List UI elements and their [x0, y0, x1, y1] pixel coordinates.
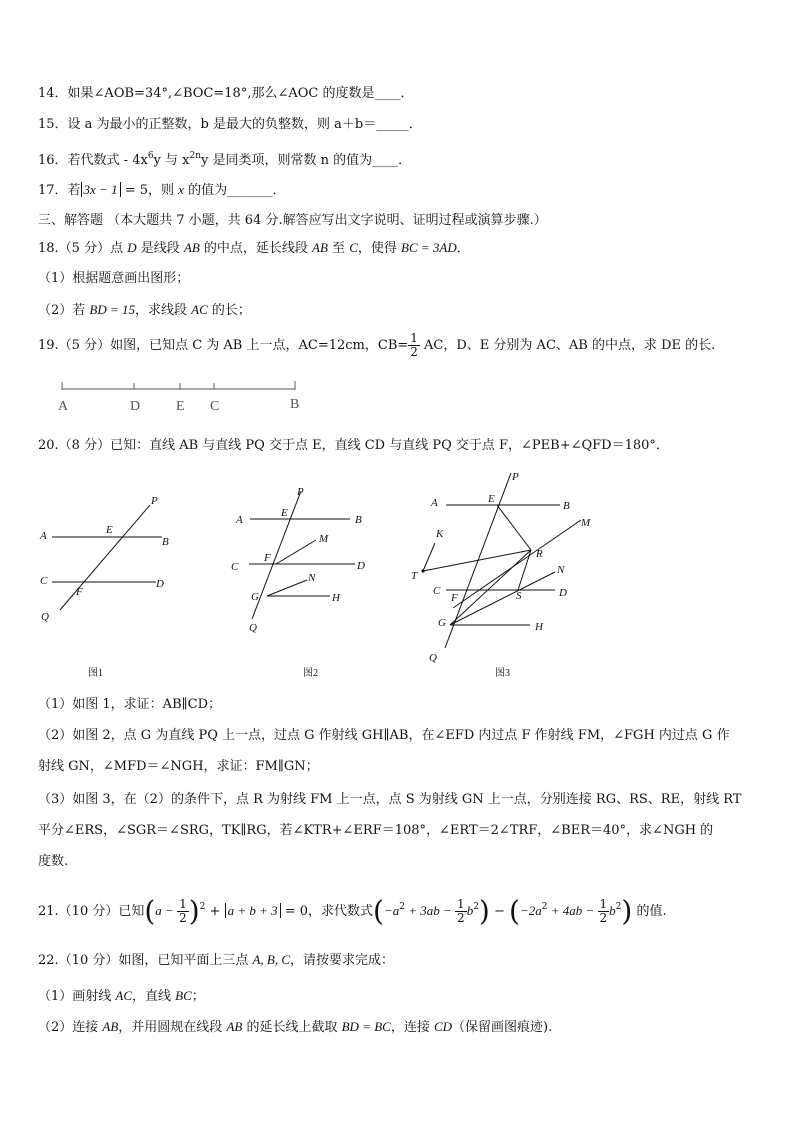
svg-text:F: F	[451, 592, 458, 604]
figure-2-caption: 图2	[303, 668, 318, 679]
svg-text:S: S	[516, 590, 522, 602]
question-18-part-2: （2）若 BD = 15，求线段 AC 的长；	[38, 302, 251, 318]
svg-text:D: D	[357, 560, 365, 572]
svg-text:B: B	[162, 536, 169, 548]
question-22-part-2: （2）连接 AB，并用圆规在线段 AB 的延长线上截取 BD = BC，连接 CD（保留画图痕迹).	[38, 1019, 553, 1035]
question-20-part-3c: 度数.	[38, 854, 69, 869]
svg-text:K: K	[436, 528, 444, 540]
q19-label-e: E	[176, 399, 185, 414]
svg-text:D: D	[156, 578, 164, 590]
question-17: 17．若 3x − 1 = 5，则 x 的值为_______．	[38, 182, 286, 198]
q19-segment-figure	[50, 375, 320, 415]
q19-label-a: A	[58, 399, 69, 414]
svg-text:F: F	[264, 552, 271, 564]
svg-text:N: N	[557, 564, 565, 576]
question-15: 15．设 a 为最小的正整数，b 是最大的负整数，则 a＋b＝_____．	[38, 117, 422, 132]
svg-text:P: P	[512, 471, 519, 483]
svg-text:B: B	[563, 500, 570, 512]
svg-text:Q: Q	[429, 652, 437, 664]
fraction-one-half: $\frac{1}{2}$	[410, 331, 418, 359]
svg-text:M: M	[319, 533, 329, 545]
svg-text:A: A	[236, 514, 243, 526]
question-20-part-3b: 平分∠ERS，∠SGR＝∠SRG，TK∥RG，若∠KTR+∠ERF＝108°，∠ERT＝2∠TRF，∠BER＝40°，求∠NGH 的	[38, 823, 714, 838]
question-18-part-1: （1）根据题意画出图形；	[38, 271, 190, 286]
q19-label-d: D	[130, 399, 141, 414]
question-21: 21.（10 分）已知(a − $\frac{1}{2}$ )$^2$ + a + b + 3 = 0，求代数式($-a^2 + 3ab$ − $\frac{1}{2}$ $b^2) - (-2a^2 + 4ab$ − $\frac{1}{2}$ $b^2$) 的值.	[38, 894, 667, 928]
section-3-heading: 三、解答题 （本大题共 7 小题，共 64 分.解答应写出文字说明、证明过程或演算步骤.）	[38, 213, 547, 228]
figure-3-caption: 图3	[495, 668, 510, 679]
svg-text:C: C	[231, 561, 239, 573]
q19-label-c: C	[210, 399, 220, 414]
svg-text:C: C	[433, 585, 441, 597]
svg-text:N: N	[308, 572, 316, 584]
svg-text:A: A	[40, 530, 47, 542]
svg-text:R: R	[536, 548, 543, 560]
q19-label-b: B	[290, 397, 300, 412]
svg-text:Q: Q	[41, 611, 49, 623]
svg-text:Q: Q	[249, 622, 257, 634]
q20-figure-3	[405, 468, 605, 683]
svg-text:B: B	[355, 514, 362, 526]
q20-figure-2	[225, 483, 375, 683]
q20-figure-1	[30, 490, 180, 685]
question-20: 20.（8 分）已知：直线 AB 与直线 PQ 交于点 E，直线 CD 与直线 PQ 交于点 F，∠PEB+∠QFD＝180°．	[38, 438, 669, 453]
question-20-part-2a: （2）如图 2，点 G 为直线 PQ 上一点，过点 G 作射线 GH∥AB，在∠EFD 内过点 F 作射线 FM，∠FGH 内过点 G 作	[38, 728, 730, 743]
svg-text:F: F	[76, 586, 83, 598]
svg-text:D: D	[559, 587, 567, 599]
svg-text:E: E	[281, 507, 288, 519]
question-18: 18.（5 分）点 D 是线段 AB 的中点，延长线段 AB 至 C，使得 BC = 3AD．	[38, 240, 470, 256]
svg-text:H: H	[535, 621, 543, 633]
question-20-part-1: （1）如图 1，求证：AB∥CD；	[38, 697, 221, 712]
svg-text:A: A	[431, 497, 438, 509]
question-16: 16．若代数式 - $4x^6y$ 与 $x^{2n}y$ 是同类项，则常数 n 的值为____．	[38, 151, 412, 168]
question-22: 22.（10 分）如图，已知平面上三点 A, B, C，请按要求完成：	[38, 952, 395, 968]
svg-text:M: M	[581, 517, 591, 529]
question-14: 14．如果∠AOB=34°,∠BOC=18°,那么∠AOC 的度数是____．	[38, 86, 414, 101]
question-20-part-2b: 射线 GN，∠MFD＝∠NGH，求证：FM∥GN；	[38, 759, 319, 774]
question-20-part-3a: （3）如图 3，在（2）的条件下，点 R 为射线 FM 上一点，点 S 为射线 GN 上一点，分别连接 RG、RS、RE，射线 RT	[38, 792, 742, 807]
svg-text:E: E	[106, 524, 113, 536]
svg-text:P: P	[297, 486, 304, 498]
figure-1-caption: 图1	[88, 668, 103, 679]
svg-text:P: P	[151, 495, 158, 507]
svg-text:G: G	[438, 617, 446, 629]
question-19: 19.（5 分）如图，已知点 C 为 AB 上一点，AC=12cm，CB= $\frac{1}{2}$ AC，D、E 分别为 AC、AB 的中点，求 DE 的长.	[38, 331, 716, 359]
svg-text:E: E	[488, 493, 495, 505]
svg-text:T: T	[411, 570, 418, 582]
svg-text:G: G	[251, 591, 259, 603]
svg-text:C: C	[40, 575, 48, 587]
question-22-part-1: （1）画射线 AC，直线 BC；	[38, 988, 205, 1004]
svg-text:H: H	[332, 592, 340, 604]
